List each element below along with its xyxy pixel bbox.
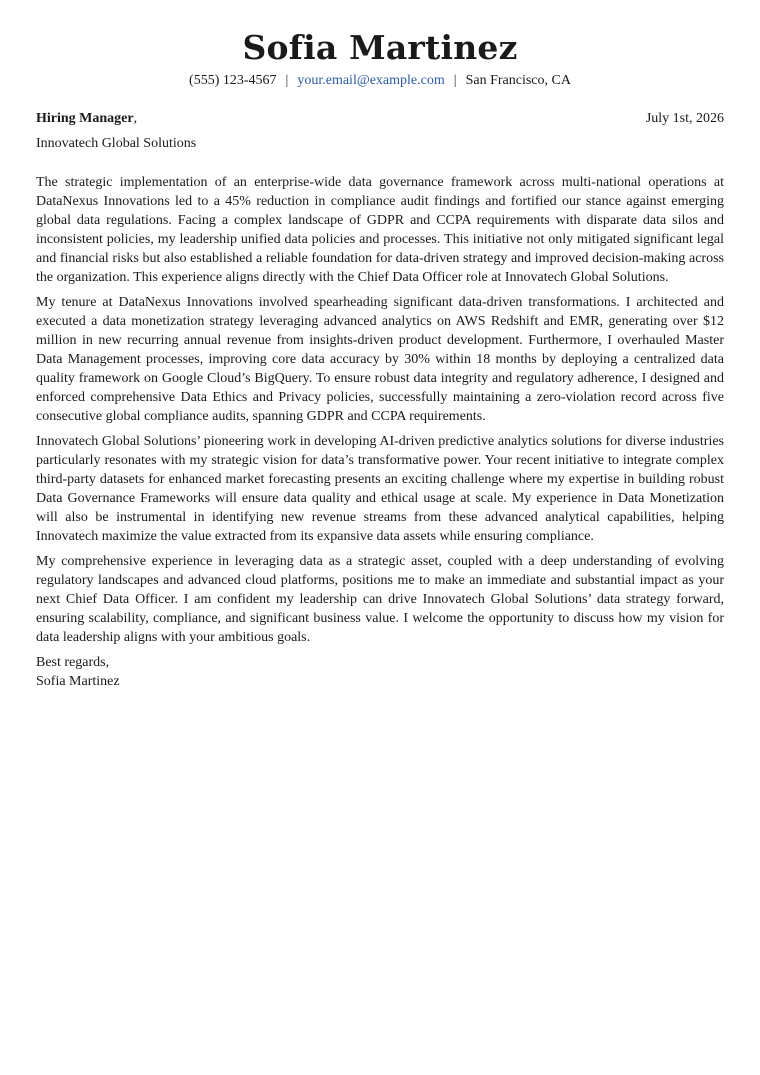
- closing-block: [36, 653, 724, 691]
- location: San Francisco, CA: [465, 73, 571, 88]
- recipient-company: Innovatech Global Solutions: [36, 136, 197, 151]
- email-link[interactable]: your.email@example.com: [297, 73, 445, 88]
- letter-body: [36, 173, 724, 647]
- paragraph-4: My comprehensive experience in leveraging data as a strategic asset, coupled with a deep understanding of evolving regulatory landscapes and advanced cloud platforms, positions me to make an immediate and substantial impact as your next Chief Data Officer. I am confident my leadership can drive Innovatech Global Solutions’ data strategy forward, ensuring scalability, compliance, and significant business value. I welcome the opportunity to discuss how my vision for data leadership aligns with your ambitious goals.: [36, 554, 724, 645]
- applicant-name: Sofia Martinez: [242, 28, 518, 67]
- letter-date: July 1st, 2026: [645, 111, 724, 126]
- paragraph-2: My tenure at DataNexus Innovations involved spearheading significant data-driven transformations. I architected and executed a data monetization strategy leveraging advanced analytics on AWS Redshift and EMR, generating over $12 million in new recurring annual revenue from insights-driven product development. Furthermore, I overhauled Master Data Management processes, improving core data accuracy by 30% within 18 months by deploying a centralized data quality framework on Google Cloud’s BigQuery. To ensure robust data integrity and regulatory adherence, I designed and enforced comprehensive Data Ethics and Privacy policies, successfully maintaining a zero-violation record across five consecutive global compliance audits, spanning GDPR and CCPA requirements.: [36, 295, 724, 424]
- salutation-date-row: [36, 109, 724, 129]
- separator: |: [285, 73, 289, 88]
- separator: |: [453, 73, 457, 88]
- sign-off: Best regards,: [36, 655, 110, 670]
- recipient-name: Hiring Manager: [36, 111, 134, 126]
- paragraph-3: Innovatech Global Solutions’ pioneering work in developing AI-driven predictive analytics solutions for diverse industries particularly resonates with my strategic vision for data’s transformative power. Your recent initiative to integrate complex third-party datasets for enhanced market forecasting presents an exciting challenge where my expertise in building robust Data Governance Frameworks will ensure data quality and ethical usage at scale. My experience in Data Monetization will also be instrumental in identifying new revenue streams from these advanced analytical capabilities, helping Innovatech maximize the value extracted from its expansive data assets while ensuring compliance.: [36, 434, 724, 544]
- signature-name: Sofia Martinez: [36, 674, 120, 689]
- salutation: [36, 109, 137, 129]
- contact-line: [36, 71, 724, 91]
- phone-number: (555) 123-4567: [189, 73, 277, 88]
- paragraph-1: The strategic implementation of an enterprise-wide data governance framework across multi-national operations at DataNexus Innovations led to a 45% reduction in compliance audit findings and fortified our stance against emerging global data regulations. Facing a complex landscape of GDPR and CCPA requirements with disparate data silos and inconsistent policies, my leadership unified data policies and processes. This initiative not only mitigated significant legal and financial risks but also established a reliable foundation for data-driven strategy and improved decision-making across the organization. This experience aligns directly with the Chief Data Officer role at Innovatech Global Solutions.: [36, 175, 724, 285]
- salutation-punctuation: ,: [133, 111, 138, 126]
